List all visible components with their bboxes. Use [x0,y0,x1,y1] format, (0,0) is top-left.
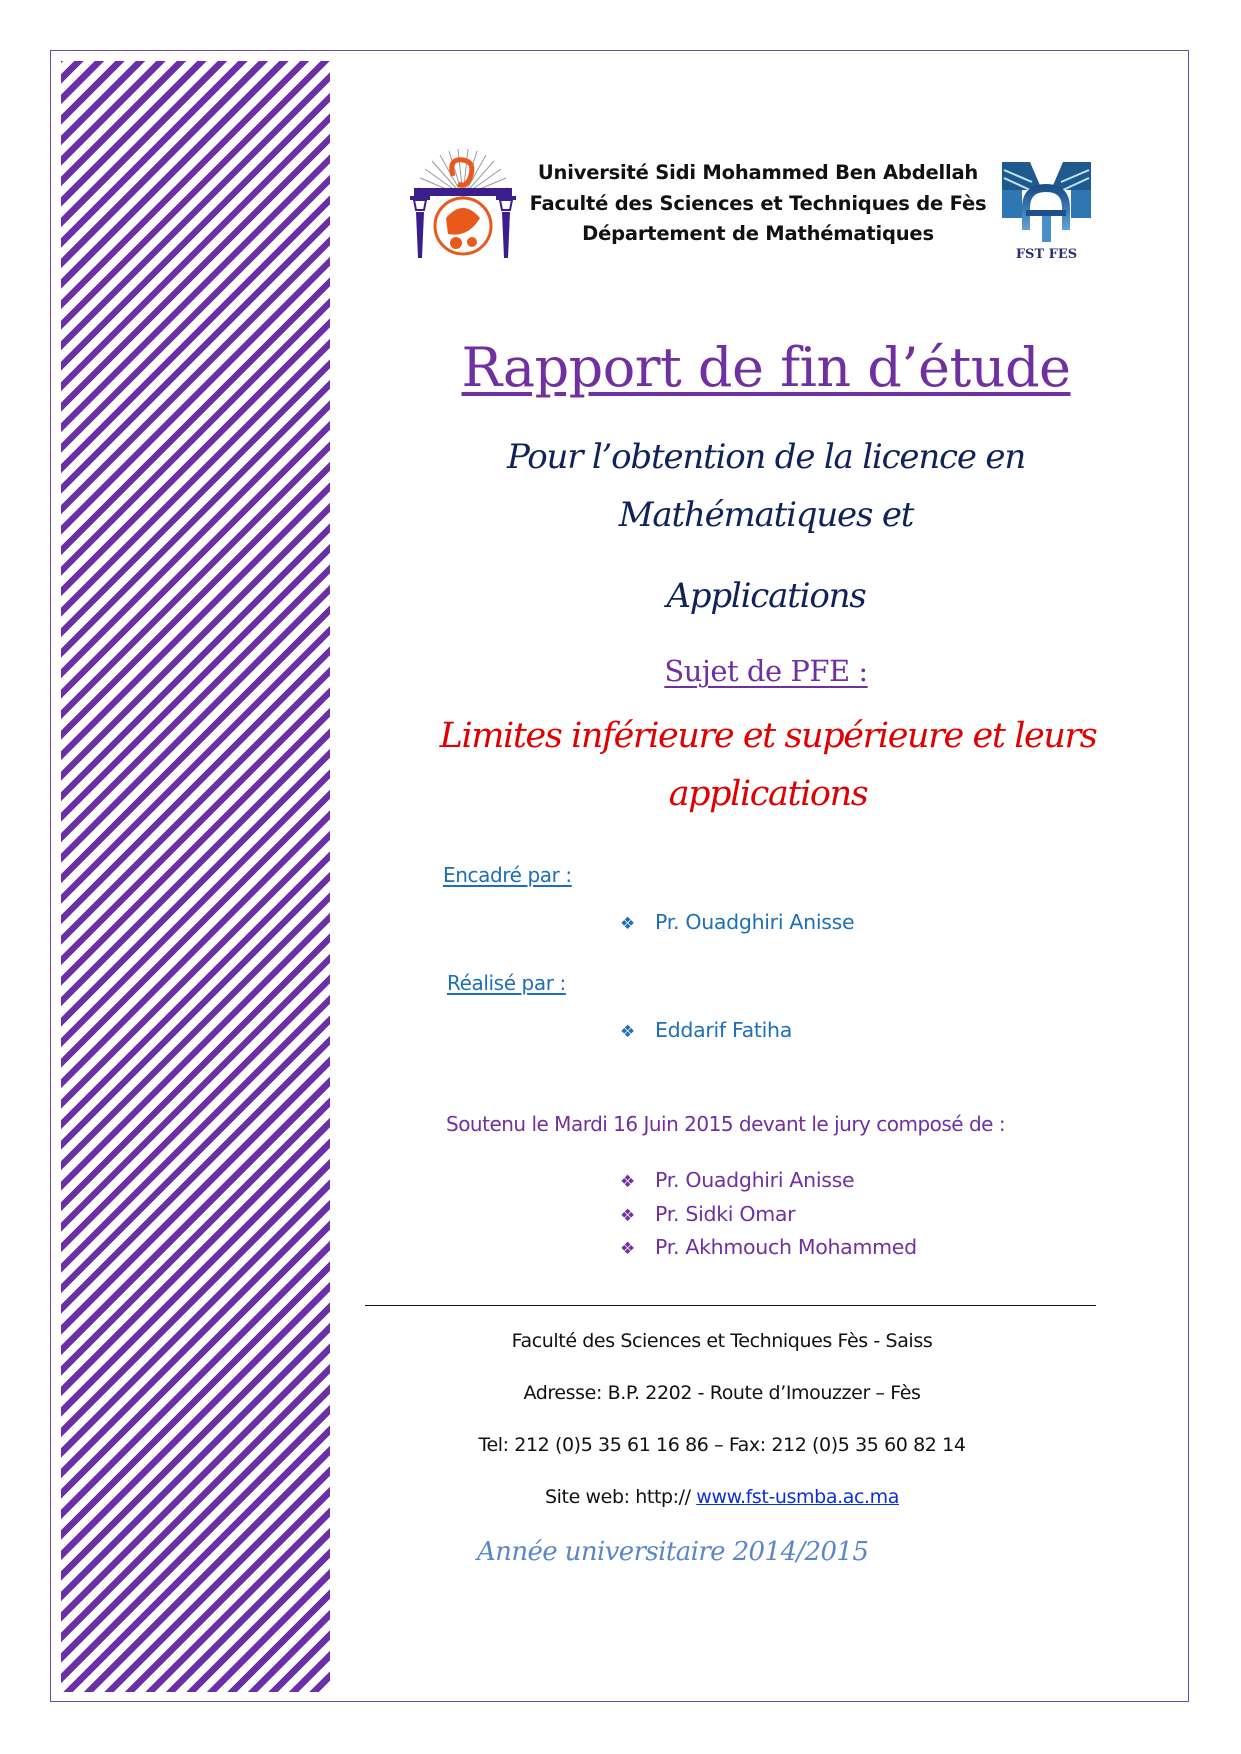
supervisor-item [620,910,854,934]
defense-statement: Soutenu le Mardi 16 Juin 2015 devant le jury composé de : [446,1112,1006,1136]
subtitle-line-2: Mathématiques et [618,495,914,535]
jury-member-name: Pr. Sidki Omar [655,1202,796,1226]
subject-label: Sujet de PFE : [664,654,868,688]
diamond-bullet-icon: ❖ [620,1172,635,1192]
subtitle-line-3: Applications [666,576,866,616]
jury-member-name: Pr. Akhmouch Mohammed [655,1235,917,1259]
jury-member [620,1168,854,1192]
realised-by-label: Réalisé par : [447,971,566,995]
usmba-emblem-icon [408,148,518,260]
jury-member-name: Pr. Ouadghiri Anisse [655,1168,855,1192]
supervisor-name: Pr. Ouadghiri Anisse [655,910,855,934]
institution-header [530,158,987,250]
footer-website [545,1486,899,1508]
subtitle-line-1: Pour l’obtention de la licence en [506,437,1026,477]
university-name: Université Sidi Mohammed Ben Abdellah [537,161,979,184]
website-link[interactable]: www.fst-usmba.ac.ma [696,1486,899,1508]
footer-address: Adresse: B.P. 2202 - Route d’Imouzzer – Fès [523,1382,921,1404]
fst-fes-logo-icon [1000,160,1093,262]
supervised-by-label: Encadré par : [443,863,572,887]
report-title: Rapport de fin d’étude [461,336,1071,399]
subject-title-line-2: applications [668,774,868,814]
diamond-bullet-icon: ❖ [620,1206,635,1226]
subject-title-line-1: Limites inférieure et supérieure et leurs [439,716,1097,756]
department-name: Département de Mathématiques [582,222,934,245]
svg-text:FST FES: FST FES [1015,247,1078,262]
footer-institution: Faculté des Sciences et Techniques Fès - Saiss [511,1330,933,1352]
faculty-name: Faculté des Sciences et Techniques de Fès [529,191,987,215]
diamond-bullet-icon: ❖ [620,914,635,934]
diamond-bullet-icon: ❖ [620,1239,635,1259]
author-name: Eddarif Fatiha [655,1018,792,1042]
academic-year: Année universitaire 2014/2015 [477,1537,869,1567]
decorative-stripe-panel [61,61,330,1692]
diamond-bullet-icon: ❖ [620,1022,635,1042]
footer-phone-fax: Tel: 212 (0)5 35 61 16 86 – Fax: 212 (0)5 35 60 82 14 [478,1434,966,1456]
jury-member [620,1235,917,1259]
jury-member [620,1202,795,1226]
author-item [620,1018,792,1042]
website-prefix: Site web: http:// [545,1486,697,1508]
footer-divider [365,1305,1096,1306]
